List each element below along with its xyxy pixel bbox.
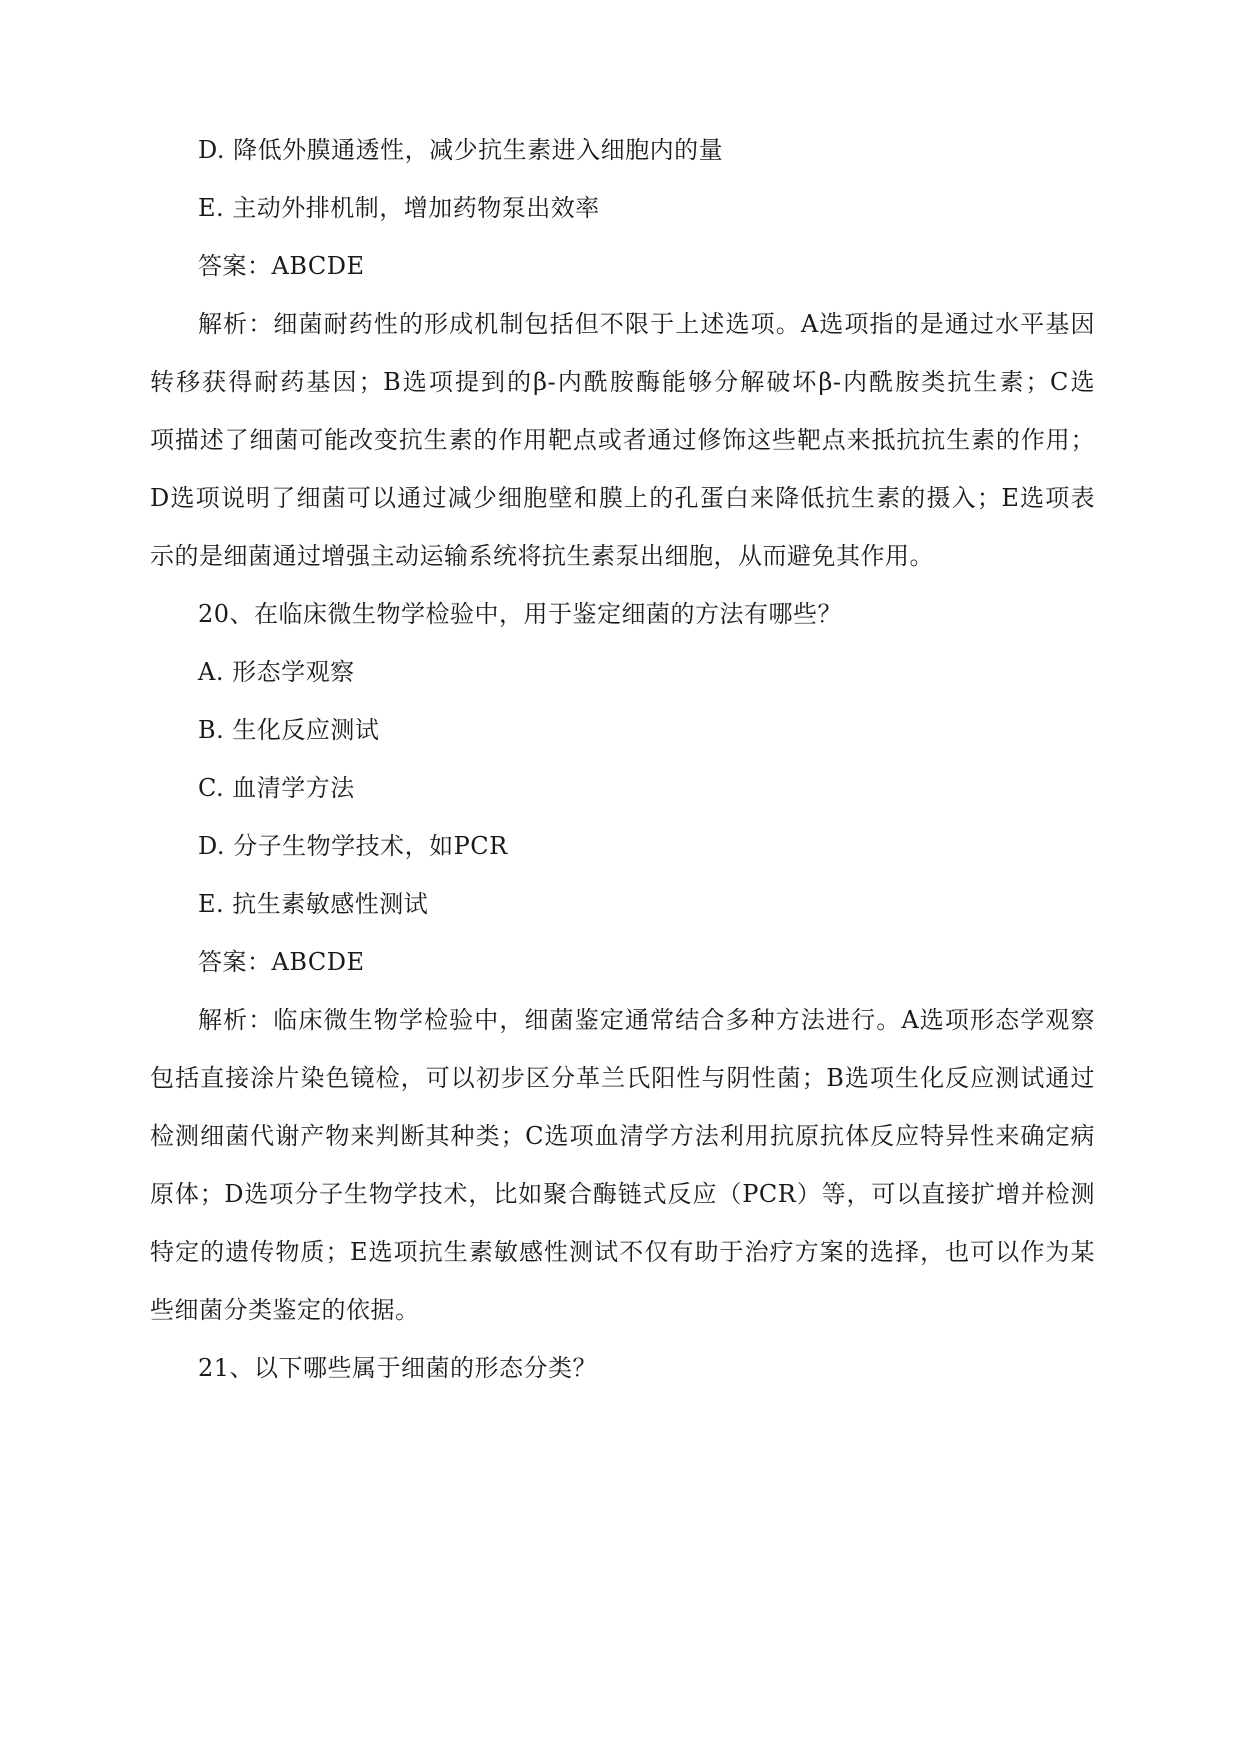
q19-analysis-line-2: 转移获得耐药基因；B选项提到的β-内酰胺酶能够分解破坏β-内酰胺类抗生素；C选 <box>150 368 1095 396</box>
q19-analysis-line-4: D选项说明了细菌可以通过减少细胞壁和膜上的孔蛋白来降低抗生素的摄入；E选项表 <box>150 484 1095 512</box>
q20-option-c: C. 血清学方法 <box>198 774 355 802</box>
q19-analysis-line-3: 项描述了细菌可能改变抗生素的作用靶点或者通过修饰这些靶点来抵抗抗生素的作用； <box>150 426 1095 454</box>
q19-analysis-line-5: 示的是细菌通过增强主动运输系统将抗生素泵出细胞，从而避免其作用。 <box>150 542 934 570</box>
q20-analysis-line-4: 原体；D选项分子生物学技术，比如聚合酶链式反应（PCR）等，可以直接扩增并检测 <box>150 1180 1095 1208</box>
q20-answer: 答案：ABCDE <box>198 948 365 976</box>
q20-analysis-line-3: 检测细菌代谢产物来判断其种类；C选项血清学方法利用抗原抗体反应特异性来确定病 <box>150 1122 1095 1150</box>
q20-analysis-line-5: 特定的遗传物质；E选项抗生素敏感性测试不仅有助于治疗方案的选择，也可以作为某 <box>150 1238 1095 1266</box>
q20-option-a: A. 形态学观察 <box>198 658 355 686</box>
q20-analysis-line-2: 包括直接涂片染色镜检，可以初步区分革兰氏阳性与阴性菌；B选项生化反应测试通过 <box>150 1064 1095 1092</box>
q20-question: 20、在临床微生物学检验中，用于鉴定细菌的方法有哪些？ <box>198 600 843 628</box>
q19-answer: 答案：ABCDE <box>198 252 365 280</box>
q20-analysis-line-6: 些细菌分类鉴定的依据。 <box>150 1296 420 1324</box>
q21-question: 21、以下哪些属于细菌的形态分类？ <box>198 1354 598 1382</box>
document-page <box>150 0 1095 1754</box>
q20-analysis-line-1: 解析：临床微生物学检验中，细菌鉴定通常结合多种方法进行。A选项形态学观察 <box>198 1006 1095 1034</box>
q20-option-b: B. 生化反应测试 <box>198 716 380 744</box>
q19-option-d: D. 降低外膜通透性，减少抗生素进入细胞内的量 <box>198 136 724 164</box>
q20-option-e: E. 抗生素敏感性测试 <box>198 890 429 918</box>
q19-analysis-line-1: 解析：细菌耐药性的形成机制包括但不限于上述选项。A选项指的是通过水平基因 <box>198 310 1095 338</box>
q19-option-e: E. 主动外排机制，增加药物泵出效率 <box>198 194 600 222</box>
q20-option-d: D. 分子生物学技术，如PCR <box>198 832 508 860</box>
